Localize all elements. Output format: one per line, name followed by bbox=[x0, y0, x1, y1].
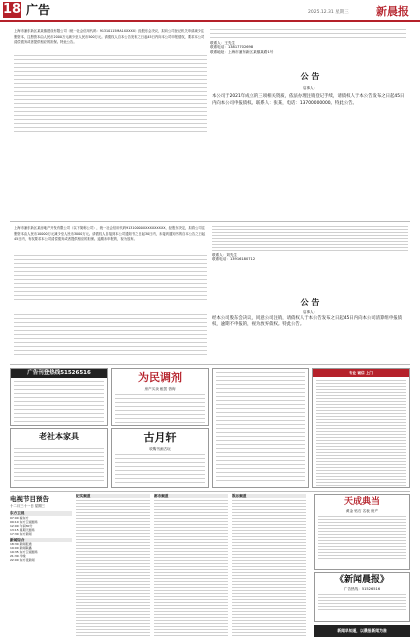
tv-date: 十二月三十一日 星期三 bbox=[10, 504, 45, 508]
announcement-2-body: 经本公司股东会决议，同意公司注销，请债权人于本公告发布之日起45日内向本公司清算组申报债权，逾期不申报的，视为放弃债权。特此公告。 bbox=[212, 316, 402, 328]
tv-program-4: 17:30 东方新闻 bbox=[10, 531, 32, 536]
contact-person: 联系人：王先生 bbox=[210, 41, 236, 45]
tv-channel-3: 纪实频道 bbox=[76, 494, 150, 498]
announcement-1 bbox=[212, 72, 408, 152]
bottom-slogan: 新闻早知道，以晨报新闻为准 bbox=[314, 625, 410, 637]
pawn-shop-ad bbox=[314, 494, 410, 570]
tv-col-2 bbox=[76, 494, 150, 640]
announcement-2-title: 公 告 bbox=[300, 298, 320, 307]
divider-2 bbox=[10, 364, 410, 365]
announcement-body: 本公司于2021年成立的三项相关资质，依法办理注销登记手续，请债权人于本公告发布之日起45日内向本公司申报债权。联系人：张某，电话：13700000000。特此公告。 bbox=[212, 94, 405, 107]
announcement-title: 公 告 bbox=[300, 72, 320, 81]
divider-1 bbox=[10, 221, 410, 222]
masthead-logo: 新晨报 bbox=[376, 5, 409, 18]
ad-title: 为民调剂 bbox=[138, 371, 182, 384]
notice-1-contact bbox=[210, 29, 406, 69]
ad-box-5 bbox=[212, 368, 309, 488]
tv-channel-2: 新闻综合 bbox=[10, 538, 72, 542]
tv-listings bbox=[10, 494, 310, 640]
notice-2-filler bbox=[14, 255, 207, 310]
contact-address: 联系地址：上海市浦东新区某镇某路1号 bbox=[210, 49, 274, 54]
section-title: 广告 bbox=[26, 3, 51, 17]
ad-grid bbox=[10, 368, 410, 488]
announcement-2 bbox=[212, 298, 408, 358]
announcement-2-sub: 启事人： bbox=[302, 310, 318, 314]
pawn-ad-sub: 黄金 钻石 名表 房产 bbox=[345, 509, 379, 513]
contact-phone-2: 联系电话：13916180712 bbox=[212, 257, 256, 262]
issue-date: 2025.12.31 星期三 bbox=[308, 10, 349, 15]
ad-hotline: 广告刊登热线51526516 bbox=[11, 369, 107, 378]
tv-title-col bbox=[10, 494, 72, 640]
left-column-filler bbox=[14, 314, 207, 362]
tv-col-4 bbox=[232, 494, 306, 640]
contact-phone: 联系电话：13817702698 bbox=[210, 45, 254, 50]
divider-3 bbox=[10, 491, 410, 492]
ad-text4: 收购书画古玩 bbox=[149, 447, 171, 451]
contact-person-2: 联系人：刘先生 bbox=[212, 253, 238, 257]
ad-tag: 专业 诚信 上门 bbox=[313, 369, 409, 377]
tv-channel-1: 东方卫视 bbox=[10, 511, 72, 515]
tv-channel-5: 娱乐频道 bbox=[232, 494, 306, 498]
tv-title: 电视节目预告 bbox=[10, 495, 49, 503]
ad-box-3 bbox=[111, 368, 209, 426]
ad-text3: 古月轩 bbox=[143, 431, 177, 444]
tv-program-5: 18:30 新闻报道 bbox=[10, 542, 32, 547]
ad-box-4 bbox=[111, 428, 209, 488]
tv-channel-4: 都市频道 bbox=[154, 494, 228, 498]
page-number: 18 bbox=[3, 2, 22, 17]
tv-program-7: 19:35 东方卫视剧场 bbox=[10, 550, 38, 555]
tv-program-3: 13:15 星期天剧场 bbox=[10, 527, 35, 532]
page-header bbox=[0, 0, 420, 22]
pawn-ad-title: 天成典当 bbox=[343, 497, 380, 507]
newspaper-ad bbox=[314, 572, 410, 622]
tv-program-9: 22:00 东方夜新闻 bbox=[10, 558, 35, 563]
ad-box-6 bbox=[312, 368, 410, 488]
ad-hotline-box bbox=[10, 368, 108, 426]
tv-program-6: 19:00 新闻联播 bbox=[10, 546, 32, 551]
tv-program-8: 21:30 今晚 bbox=[10, 554, 26, 559]
ad-box-2 bbox=[10, 428, 108, 488]
ad-text2: 老社本家具 bbox=[39, 432, 79, 441]
tv-col-3 bbox=[154, 494, 228, 640]
notice-1-text-filler bbox=[14, 55, 207, 140]
newspaper-ad-title: 《新闻晨报》 bbox=[334, 575, 389, 585]
notice-2-contact bbox=[212, 226, 408, 296]
tv-program-1: 09:10 东方卫视剧场 bbox=[10, 519, 38, 524]
ad-text1: 房产买卖 租赁 咨询 bbox=[144, 387, 176, 391]
notice-body: 上海市浦东新区某某镇建设有限公司（统一社会信用代码：91310115MA1XXXXX）经股东会决议，拟向公司登记机关申请减少注册资本，注册资本由人民币2000万元减少至人民币500万元。请债权人自本公告发布之日起45日内向本公司申报债权，要求本公司清偿债务或者提供相应的担保。特此公告。 bbox=[14, 29, 205, 44]
tv-program-0: 07:00 看东方 bbox=[10, 515, 29, 520]
tv-program-2: 12:00 午间30分 bbox=[10, 523, 33, 528]
notice-2-body: 上海市浦东新区某房地产开发有限公司（以下简称公司），统一社会信用代码91310000XXXXXXXXXX，经股东决定，拟将公司注册资本由人民币10000万元减少至人民币3000万元。请债权人自接到本公司通知书之日起30日内，未接到通知书的自本公告之日起45日内，有权要求本公司清偿债务或者提供相应的担保。逾期未申报的，视为放弃。 bbox=[14, 226, 206, 241]
header-rule bbox=[0, 20, 420, 22]
announcement-sub: 启事人： bbox=[302, 86, 318, 90]
newspaper-ad-sub: 广告热线：51526516 bbox=[343, 587, 381, 591]
